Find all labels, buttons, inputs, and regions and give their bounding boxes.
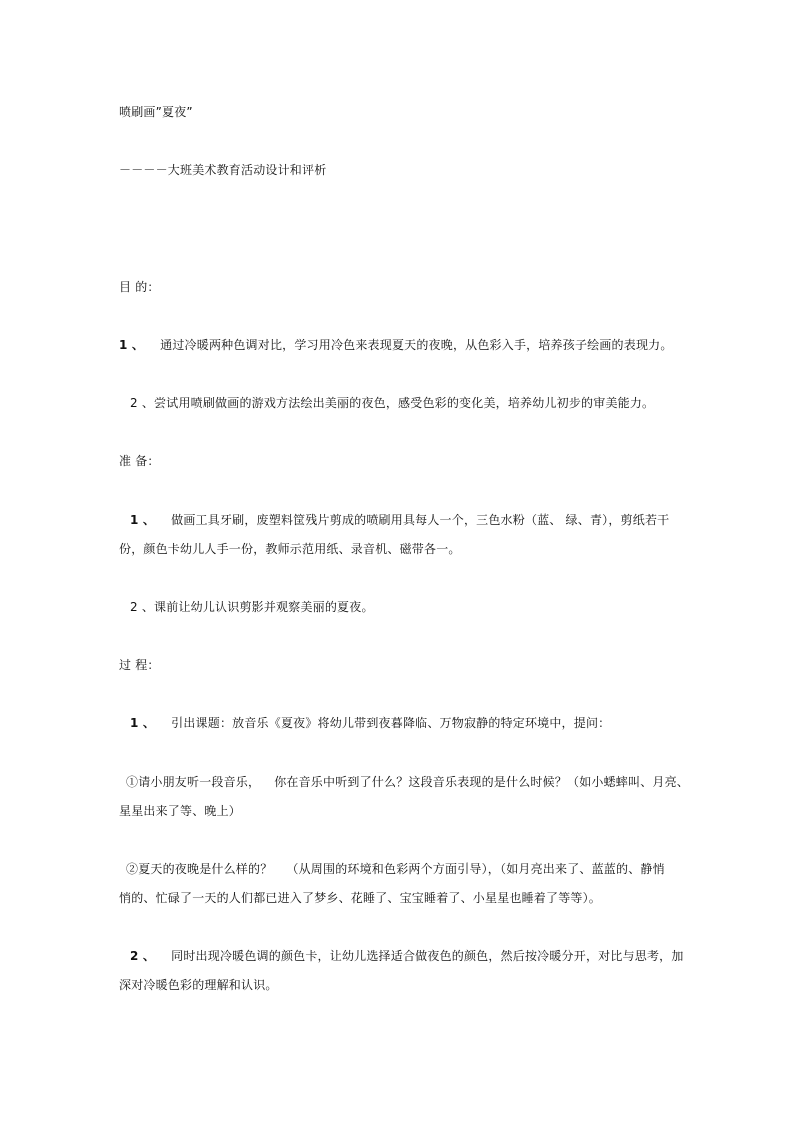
question-1 (126, 774, 689, 790)
question-1-text: 你在音乐中听到了什么？这段音乐表现的是什么时候？（如小蟋蟀叫、月亮、 (274, 775, 690, 789)
document-title: 喷刷画”夏夜” (119, 105, 193, 119)
goal-item-1-text: 通过冷暖两种色调对比，学习用冷色来表现夏天的夜晚，从色彩入手，培养孩子绘画的表现力。 (160, 338, 673, 352)
prep-heading: 准 备： (119, 454, 160, 468)
prep-item-2: 2 、课前让幼儿认识剪影并观察美丽的夏夜。 (130, 600, 374, 614)
process-item-1-text: 引出课题：放音乐《夏夜》将幼儿带到夜暮降临、万物寂静的特定环境中，提问： (171, 716, 611, 730)
document-subtitle: －－－－大班美术教育活动设计和评析 (119, 163, 327, 177)
question-2-lead: ②夏天的夜晚是什么样的？ (126, 862, 273, 876)
goal-item-1-number: 1 、 (119, 338, 145, 352)
question-2 (126, 861, 665, 877)
goal-item-1 (119, 337, 673, 353)
process-item-2-number: 2 、 (130, 949, 156, 963)
goal-item-2: 2 、尝试用喷刷做画的游戏方法绘出美丽的夜色，感受色彩的变化美，培养幼儿初步的审美能力。 (130, 396, 655, 410)
process-item-1-number: 1 、 (130, 716, 156, 730)
process-heading: 过 程： (119, 658, 160, 672)
question-1-lead: ①请小朋友听一段音乐， (126, 775, 261, 789)
question-2-text: （从周围的环境和色彩两个方面引导），（如月亮出来了、蓝蓝的、静悄 (286, 862, 665, 876)
question-1-continued: 星星出来了等、晚上） (119, 804, 242, 818)
process-item-2-continued: 深对冷暖色彩的理解和认识。 (119, 978, 278, 992)
process-item-2 (130, 948, 684, 964)
prep-item-1-number: 1 、 (130, 513, 156, 527)
prep-item-1 (130, 512, 669, 528)
goal-heading: 目 的： (119, 280, 160, 294)
process-item-2-text: 同时出现冷暖色调的颜色卡，让幼儿选择适合做夜色的颜色，然后按冷暖分开，对比与思考，加 (171, 949, 684, 963)
prep-item-1-text: 做画工具牙刷，废塑料筐残片剪成的喷刷用具每人一个，三色水粉（蓝、 绿、青），剪纸若干 (171, 513, 670, 527)
prep-item-1-continued: 份，颜色卡幼儿人手一份，教师示范用纸、录音机、磁带各一。 (119, 542, 461, 556)
question-2-continued: 悄的、忙碌了一天的人们都已进入了梦乡、花睡了、宝宝睡着了、小星星也睡着了等等）。 (119, 891, 602, 905)
process-item-1 (130, 715, 610, 731)
